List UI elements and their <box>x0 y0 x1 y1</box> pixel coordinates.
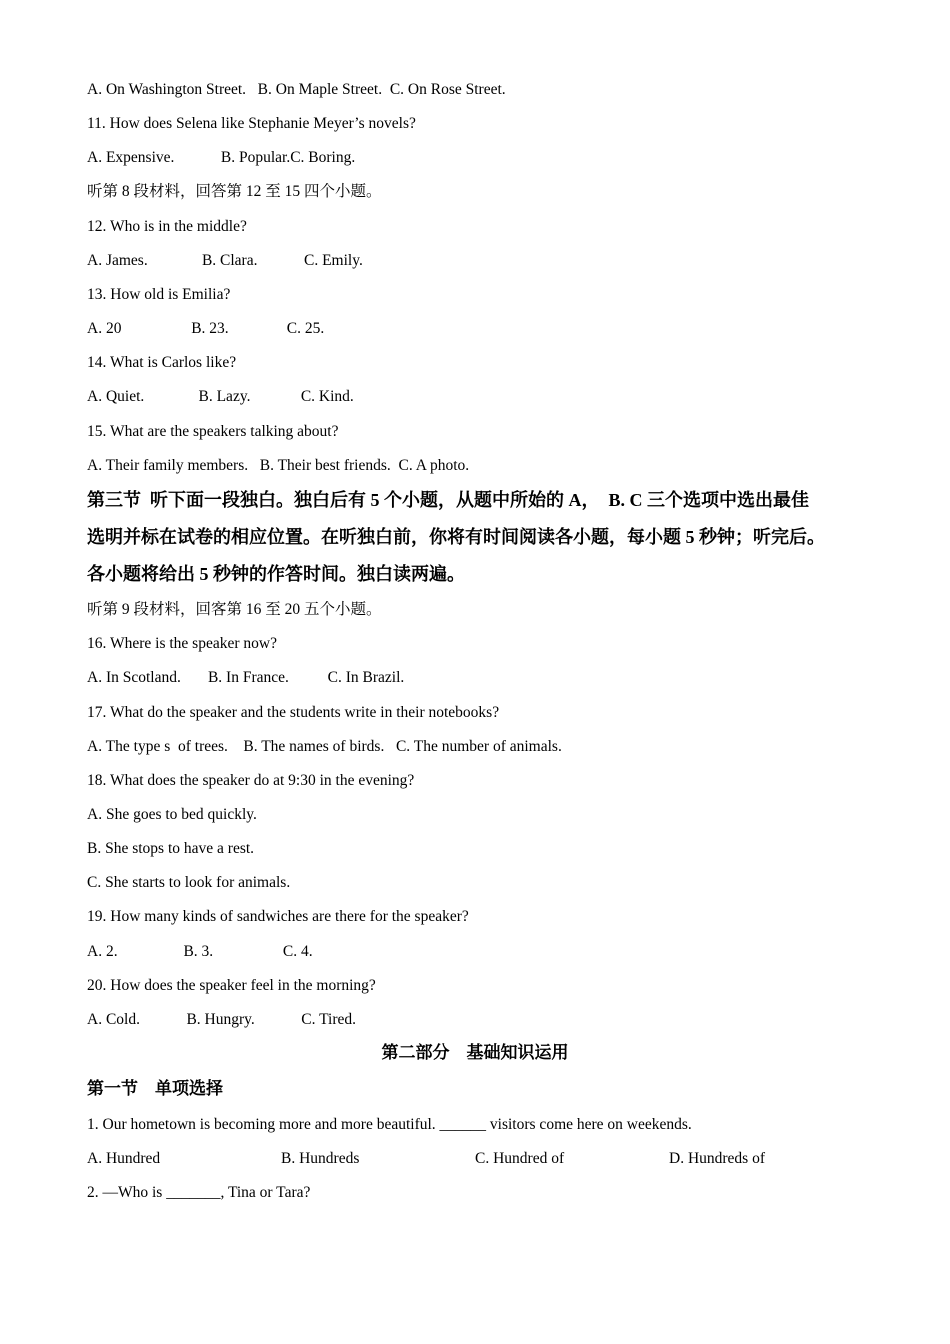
q18-option-b: B. She stops to have a rest. <box>87 840 255 857</box>
section3-instruction-line2: 选明并标在试卷的相应位置。在听独白前，你将有时间阅读各小题，每小题 5 秒钟；听完后。 <box>87 527 825 547</box>
material-8-instruction: 听第 8 段材料，回答第 12 至 15 四个小题。 <box>87 183 382 200</box>
q19-stem: 19. How many kinds of sandwiches are there for the speaker? <box>87 908 469 925</box>
q13-stem: 13. How old is Emilia? <box>87 286 231 303</box>
q12-options: A. James. B. Clara. C. Emily. <box>87 252 363 269</box>
part2-title: 第二部分 基础知识运用 <box>381 1043 569 1062</box>
section1-title: 第一节 单项选择 <box>87 1079 223 1098</box>
q14-stem: 14. What is Carlos like? <box>87 354 237 371</box>
q1-options <box>87 1149 847 1169</box>
q14-options: A. Quiet. B. Lazy. C. Kind. <box>87 388 354 405</box>
q1-option-d: D. Hundreds of <box>669 1150 765 1167</box>
q11-options: A. Expensive. B. Popular.C. Boring. <box>87 149 356 166</box>
q17-stem: 17. What do the speaker and the students write in their notebooks? <box>87 704 500 721</box>
q1-option-b: B. Hundreds <box>281 1150 360 1167</box>
q13-options: A. 20 B. 23. C. 25. <box>87 320 325 337</box>
q19-options: A. 2. B. 3. C. 4. <box>87 943 313 960</box>
q2-stem: 2. —Who is _______, Tina or Tara? <box>87 1184 311 1201</box>
material-9-instruction: 听第 9 段材料，回客第 16 至 20 五个小题。 <box>87 601 382 618</box>
q18-stem: 18. What does the speaker do at 9:30 in the evening? <box>87 772 415 789</box>
q18-option-c: C. She starts to look for animals. <box>87 874 291 891</box>
q20-options: A. Cold. B. Hungry. C. Tired. <box>87 1011 356 1028</box>
q11-stem: 11. How does Selena like Stephanie Meyer’s novels? <box>87 115 416 132</box>
q15-stem: 15. What are the speakers talking about? <box>87 423 339 440</box>
section3-instruction-line1: 第三节 听下面一段独白。独白后有 5 个小题，从题中所始的 A， B. C 三个选项中选出最佳 <box>87 490 810 510</box>
q20-stem: 20. How does the speaker feel in the morning? <box>87 977 376 994</box>
q15-options: A. Their family members. B. Their best friends. C. A photo. <box>87 457 470 474</box>
q1-stem: 1. Our hometown is becoming more and more beautiful. ______ visitors come here on weekends. <box>87 1116 692 1133</box>
q16-options: A. In Scotland. B. In France. C. In Brazil. <box>87 669 405 686</box>
q1-option-c: C. Hundred of <box>475 1150 565 1167</box>
q18-option-a: A. She goes to bed quickly. <box>87 806 257 823</box>
q10-options: A. On Washington Street. B. On Maple Street. C. On Rose Street. <box>87 81 506 98</box>
q1-option-a: A. Hundred <box>87 1150 161 1167</box>
q12-stem: 12. Who is in the middle? <box>87 218 247 235</box>
section3-instruction-line3: 各小题将给出 5 秒钟的作答时间。独白读两遍。 <box>87 564 465 584</box>
q16-stem: 16. Where is the speaker now? <box>87 635 277 652</box>
q17-options: A. The type s of trees. B. The names of birds. C. The number of animals. <box>87 738 562 755</box>
